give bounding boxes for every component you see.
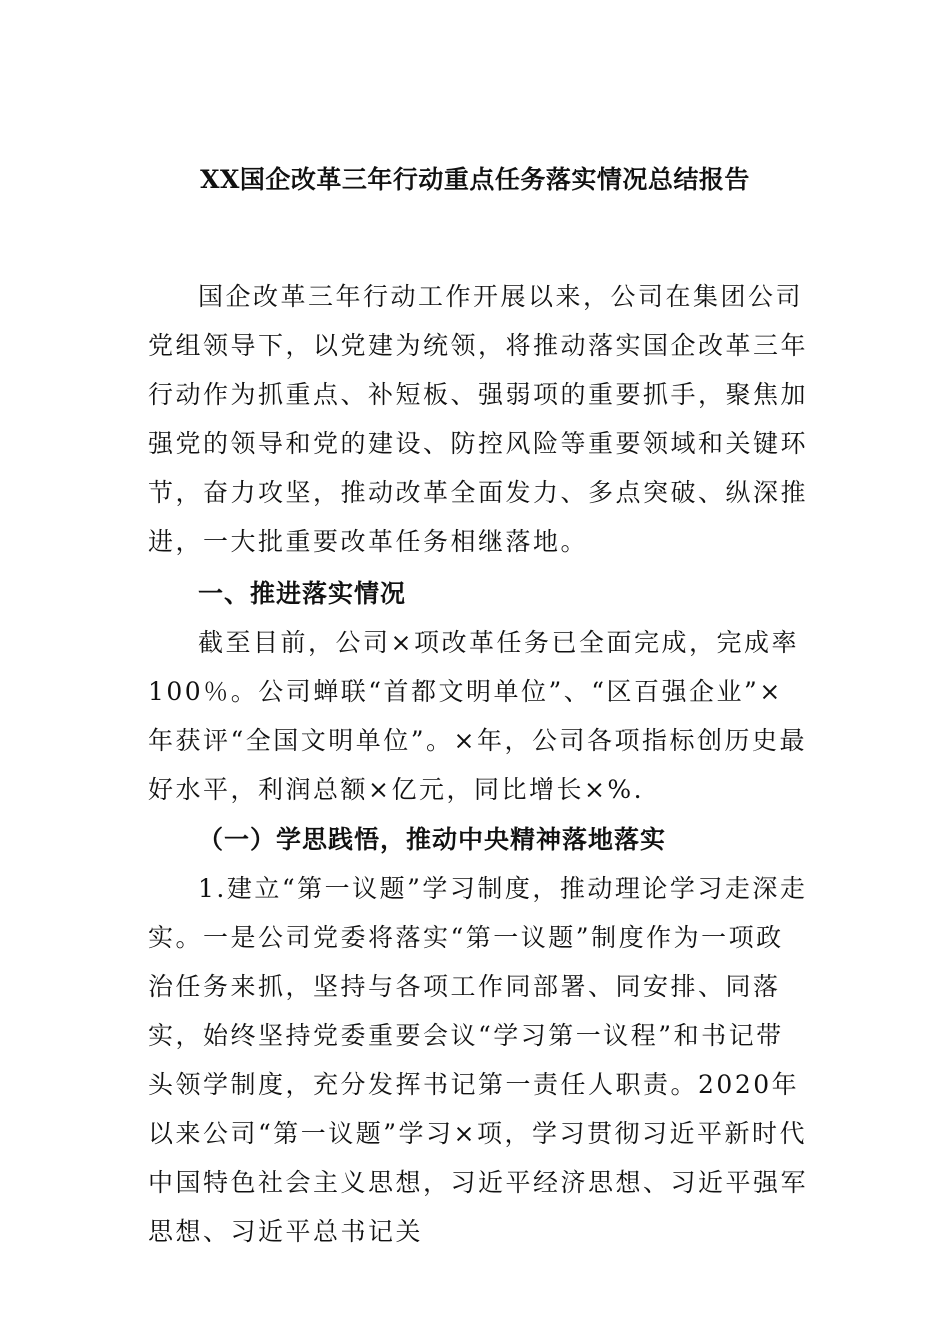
progress-paragraph: 截至目前，公司×项改革任务已全面完成，完成率100％。公司蝉联“首都文明单位”、“区百强企业”×年获评“全国文明单位”。×年，公司各项指标创历史最好水平，利润总额×亿元，同比增长×%. bbox=[148, 628, 808, 804]
subsection-heading: （一）学思践悟，推动中央精神落地落实 bbox=[198, 825, 667, 854]
intro-paragraph: 国企改革三年行动工作开展以来，公司在集团公司党组领导下，以党建为统领，将推动落实国企改革三年行动作为抓重点、补短板、强弱项的重要抓手，聚焦加强党的领导和党的建设、防控风险等重要领域和关键环节，奋力攻坚，推动改革全面发力、多点突破、纵深推进，一大批重要改革任务相继落地。 bbox=[148, 282, 809, 556]
document-title: XX国企改革三年行动重点任务落实情况总结报告 bbox=[200, 165, 750, 194]
study-system-paragraph: 1.建立“第一议题”学习制度，推动理论学习走深走实。一是公司党委将落实“第一议题”制度作为一项政治任务来抓，坚持与各项工作同部署、同安排、同落实，始终坚持党委重要会议“学习第一议程”和书记带头领学制度，充分发挥书记第一责任人职责。2020年以来公司“第一议题”学习×项，学习贯彻习近平新时代中国特色社会主义思想，习近平经济思想、习近平强军思想、习近平总书记关 bbox=[148, 874, 809, 1246]
section-heading: 一、推进落实情况 bbox=[198, 579, 407, 608]
